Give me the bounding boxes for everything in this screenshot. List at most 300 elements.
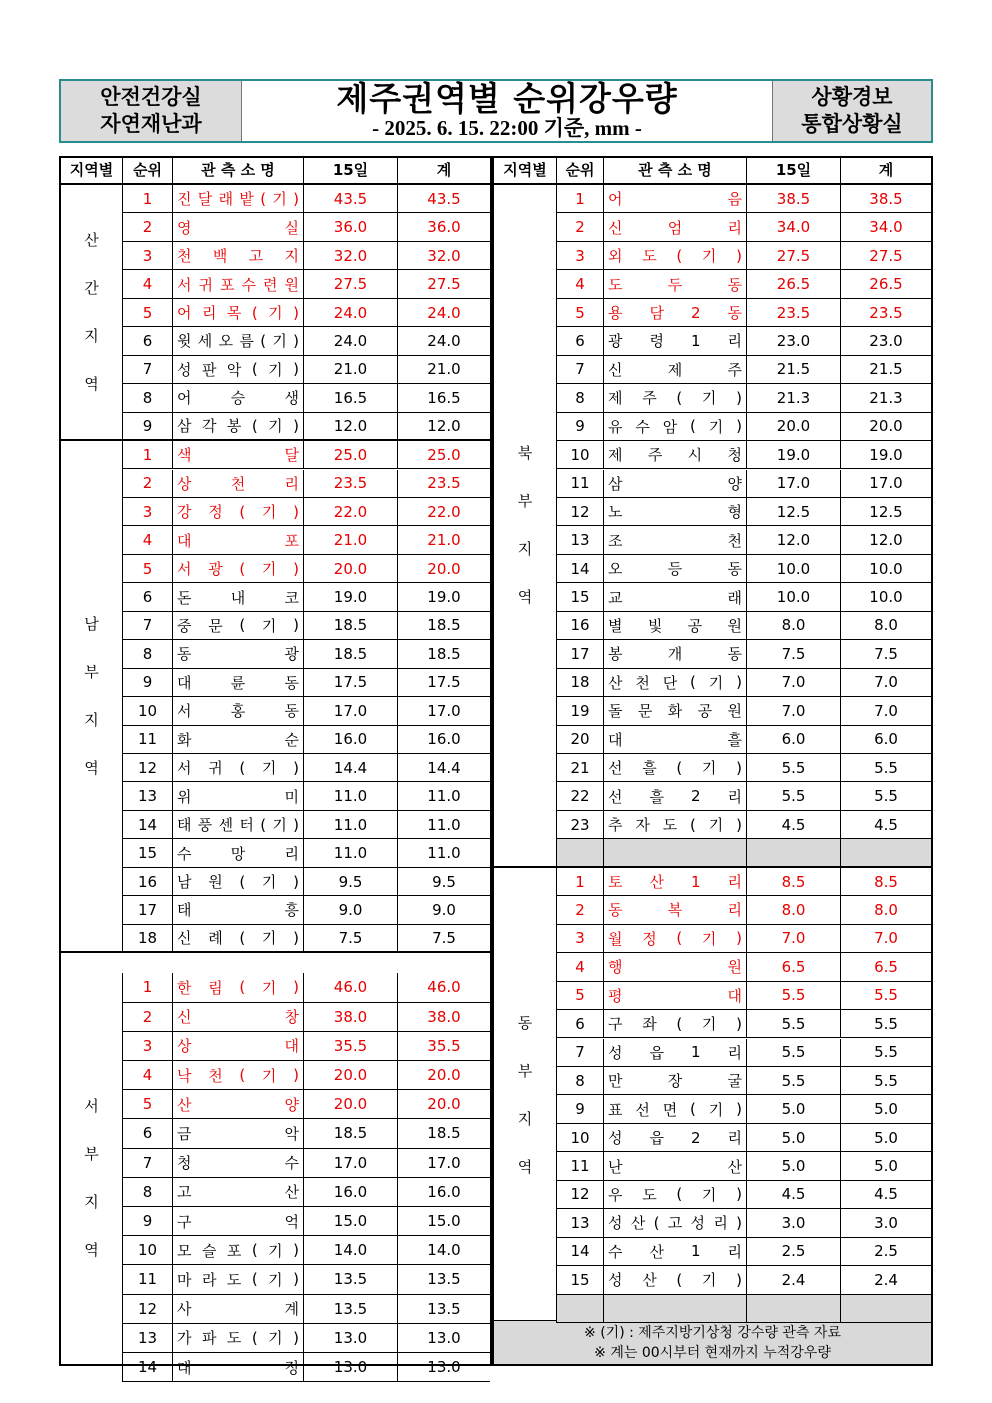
station-char: 동	[727, 275, 742, 294]
station-char: 천	[177, 247, 192, 266]
table-row	[557, 384, 931, 412]
day15-rainfall-cell: 5.5	[747, 1067, 841, 1094]
station-name-cell	[173, 213, 304, 240]
station-char: 악	[284, 1124, 299, 1143]
station-char: (	[239, 616, 246, 635]
station-name-cell	[173, 782, 304, 809]
total-rainfall-cell: 13.5	[427, 1270, 461, 1289]
total-rainfall-cell: 46.0	[427, 978, 461, 997]
rank-cell: 12	[557, 498, 604, 525]
station-char: 2	[690, 303, 701, 322]
station-char: 색	[177, 446, 192, 465]
station-char: (	[260, 189, 267, 208]
station-char: 천	[727, 531, 742, 550]
total-rainfall-cell: 9.0	[432, 900, 456, 919]
station-char: 흘	[727, 730, 742, 749]
station-char: )	[736, 417, 742, 436]
station-char: 문	[637, 702, 653, 721]
station-char: 백	[212, 247, 228, 266]
station-name-cell	[604, 299, 747, 326]
day15-rainfall-cell: 5.5	[747, 754, 841, 781]
station-name-cell	[604, 1181, 747, 1208]
station-name-cell	[173, 839, 304, 866]
rank-cell: 11	[557, 1152, 604, 1179]
station-name-cell	[604, 811, 747, 838]
region-char: 지	[84, 1192, 99, 1211]
station-char: 낙	[177, 1066, 192, 1085]
table-row	[123, 973, 490, 1002]
station-char: )	[736, 388, 742, 407]
rank-cell: 8	[123, 1178, 173, 1206]
table-row	[123, 270, 490, 298]
station-char: 유	[608, 417, 623, 436]
station-char: 각	[201, 417, 217, 436]
station-char: 사	[177, 1300, 192, 1319]
station-char: 기	[701, 1271, 717, 1290]
table-row	[557, 1238, 931, 1266]
station-name-cell	[604, 213, 747, 240]
station-char: 도	[226, 1270, 242, 1289]
table-row	[557, 697, 931, 725]
station-char: (	[676, 1014, 683, 1033]
dept-line-1: 안전건강실	[100, 85, 202, 109]
station-char: )	[736, 246, 742, 265]
day15-rainfall-cell: 10.0	[747, 583, 841, 610]
station-char: 산	[608, 673, 623, 692]
region-char: 부	[84, 1144, 99, 1163]
station-name-cell	[604, 356, 747, 383]
page-title: 제주권역별 순위강우량	[336, 79, 678, 118]
table-row	[557, 868, 931, 896]
station-char: 대	[608, 730, 623, 749]
station-char: 기	[268, 417, 283, 436]
day15-rainfall-cell: 24.0	[304, 327, 398, 354]
region-label-south	[61, 441, 123, 953]
table-row	[123, 925, 490, 953]
station-char: 리	[727, 332, 742, 351]
station-char: (	[239, 758, 246, 777]
station-char: 영	[177, 218, 192, 237]
station-name-cell	[173, 185, 304, 212]
station-char: )	[293, 978, 299, 997]
station-char: 주	[727, 360, 742, 379]
station-char: 한	[177, 978, 192, 997]
rank-cell: 6	[123, 1119, 173, 1147]
station-char: 름	[239, 332, 254, 351]
rank-cell: 9	[557, 1095, 604, 1122]
total-rainfall-cell: 12.0	[869, 531, 903, 550]
day15-rainfall-cell: 27.5	[304, 270, 398, 297]
station-name-cell	[604, 640, 747, 667]
day15-rainfall-cell: 26.5	[747, 270, 841, 297]
table-row	[123, 697, 490, 725]
rank-cell: 2	[123, 1003, 173, 1031]
station-name-cell	[604, 1067, 747, 1094]
table-row	[123, 1178, 490, 1207]
station-char: 금	[177, 1124, 192, 1143]
station-char: 원	[284, 275, 299, 294]
rank-cell: 7	[557, 356, 604, 383]
station-char: 시	[687, 446, 703, 465]
station-char: 우	[608, 1185, 623, 1204]
station-char: )	[736, 1213, 742, 1232]
report-header	[59, 79, 933, 143]
total-rainfall-cell: 15.0	[427, 1212, 461, 1231]
total-rainfall-cell: 20.0	[427, 1066, 461, 1085]
station-name-cell	[173, 498, 304, 525]
total-rainfall-cell: 22.0	[427, 502, 461, 521]
day15-rainfall-cell: 21.3	[747, 384, 841, 411]
station-char: (	[239, 559, 246, 578]
day15-rainfall-cell: 23.0	[747, 327, 841, 354]
region-char: 역	[84, 375, 99, 394]
station-char: )	[293, 1328, 299, 1347]
empty-cell	[747, 1295, 841, 1322]
station-name-cell	[604, 413, 747, 440]
station-char: 센	[218, 816, 234, 835]
rank-cell: 1	[123, 185, 173, 212]
table-row	[123, 555, 490, 583]
day15-rainfall-cell: 2.5	[747, 1238, 841, 1265]
rank-cell: 9	[123, 413, 173, 439]
station-char: 리	[727, 873, 742, 892]
station-char: 포	[226, 1241, 242, 1260]
day15-rainfall-cell: 5.5	[747, 1039, 841, 1066]
station-char: 라	[201, 1270, 217, 1289]
station-char: (	[676, 246, 683, 265]
station-name-cell	[173, 1295, 304, 1323]
station-char: (	[251, 416, 258, 435]
day15-rainfall-cell: 8.0	[747, 612, 841, 639]
station-char: 기	[261, 616, 277, 635]
day15-rainfall-cell: 22.0	[304, 498, 398, 525]
station-char: )	[293, 758, 299, 777]
day15-rainfall-cell: 13.0	[304, 1353, 398, 1381]
station-char: (	[676, 1270, 683, 1289]
rank-cell: 14	[123, 811, 173, 838]
total-rainfall-cell: 3.0	[874, 1213, 898, 1232]
table-row	[557, 811, 931, 839]
station-char: 기	[261, 978, 277, 997]
station-char: )	[293, 502, 299, 521]
station-name-cell	[604, 697, 747, 724]
total-rainfall-cell: 5.5	[874, 1071, 898, 1090]
station-char: 동	[284, 702, 299, 721]
rank-cell: 1	[557, 185, 604, 212]
station-char: 리	[727, 218, 742, 237]
station-char: 도	[642, 247, 657, 266]
station-char: 선	[608, 787, 623, 806]
table-row	[123, 1090, 490, 1119]
office-line-2: 통합상황실	[801, 112, 903, 136]
station-name-cell	[604, 470, 747, 497]
col-rank: 순위	[123, 158, 173, 183]
station-char: 봉	[226, 417, 242, 436]
day15-rainfall-cell: 35.5	[304, 1032, 398, 1060]
day15-rainfall-cell: 4.5	[747, 811, 841, 838]
station-char: 지	[284, 247, 299, 266]
station-char: 성	[690, 1214, 706, 1233]
total-rainfall-cell: 5.0	[874, 1157, 898, 1176]
station-char: 리	[727, 1129, 742, 1148]
station-char: 귀	[208, 759, 223, 778]
rank-cell: 12	[123, 1295, 173, 1323]
station-char: 서	[177, 759, 192, 778]
station-char: 기	[708, 1100, 724, 1119]
rank-cell: 1	[557, 868, 604, 895]
region-char: 북	[517, 444, 533, 463]
station-char: 림	[208, 978, 223, 997]
region-char: 역	[84, 1240, 99, 1259]
day15-rainfall-cell: 11.0	[304, 811, 398, 838]
station-char: 승	[230, 389, 246, 408]
day15-rainfall-cell: 18.5	[304, 640, 398, 667]
station-name-cell	[173, 754, 304, 781]
station-char: 기	[268, 1329, 283, 1348]
region-label-west	[61, 973, 123, 1382]
station-char: 동	[727, 560, 742, 579]
total-rainfall-cell: 6.0	[874, 730, 898, 749]
total-rainfall-cell: 10.0	[869, 559, 903, 578]
station-char: 기	[708, 816, 724, 835]
station-char: 선	[608, 759, 623, 778]
total-rainfall-cell: 2.5	[874, 1242, 898, 1261]
station-char: 문	[208, 616, 223, 635]
day15-rainfall-cell: 13.0	[304, 1324, 398, 1352]
station-char: 리	[713, 1214, 728, 1233]
station-char: 빛	[647, 616, 663, 635]
station-char: 선	[635, 1100, 650, 1119]
station-char: 산	[630, 1214, 646, 1233]
station-char: (	[260, 331, 267, 350]
station-name-cell	[604, 726, 747, 753]
total-rainfall-cell: 11.0	[427, 787, 461, 806]
station-name-cell	[604, 1095, 747, 1122]
day15-rainfall-cell: 20.0	[304, 1061, 398, 1089]
day15-rainfall-cell: 23.5	[747, 299, 841, 326]
total-rainfall-cell: 18.5	[427, 1124, 461, 1143]
table-row	[557, 1067, 931, 1095]
station-char: (	[676, 929, 683, 948]
station-char: 남	[177, 873, 192, 892]
col-total: 계	[878, 161, 894, 179]
region-char: 역	[517, 588, 533, 607]
station-char: )	[736, 929, 742, 948]
station-char: 정	[642, 929, 657, 948]
day15-rainfall-cell: 4.5	[747, 1181, 841, 1208]
station-name-cell	[604, 1124, 747, 1151]
station-name-cell	[604, 583, 747, 610]
station-char: )	[736, 1014, 742, 1033]
station-char: 청	[177, 1154, 192, 1173]
station-char: (	[251, 303, 258, 322]
station-char: 기	[268, 304, 283, 323]
station-char: 광	[208, 560, 223, 579]
total-rainfall-cell: 24.0	[427, 331, 461, 350]
region-char: 역	[517, 1158, 533, 1177]
rank-cell: 6	[557, 1010, 604, 1037]
table-row	[557, 612, 931, 640]
total-rainfall-cell: 34.0	[869, 218, 903, 237]
station-char: 도	[608, 275, 623, 294]
table-row	[123, 327, 490, 355]
station-name-cell	[173, 640, 304, 667]
region-char: 부	[517, 1062, 533, 1081]
col-total: 계	[436, 161, 452, 179]
total-rainfall-cell: 19.0	[427, 588, 461, 607]
station-char: 가	[177, 1329, 192, 1348]
station-name-cell	[173, 612, 304, 639]
station-char: 기	[261, 759, 277, 778]
station-char: 천	[230, 474, 246, 493]
table-row	[557, 526, 931, 554]
office-box	[772, 81, 931, 141]
station-char: 기	[701, 247, 717, 266]
total-rainfall-cell: 13.0	[427, 1328, 461, 1347]
station-char: )	[293, 616, 299, 635]
station-char: 미	[284, 787, 299, 806]
rank-cell: 8	[123, 384, 173, 411]
total-rainfall-cell: 21.0	[427, 360, 461, 379]
rank-cell: 5	[123, 299, 173, 326]
table-row	[123, 612, 490, 640]
station-name-cell	[604, 555, 747, 582]
station-char: 흘	[649, 787, 664, 806]
rank-cell: 10	[123, 697, 173, 724]
station-name-cell	[173, 973, 304, 1001]
total-rainfall-cell: 11.0	[427, 815, 461, 834]
total-rainfall-cell: 25.0	[427, 445, 461, 464]
rank-cell: 2	[557, 896, 604, 923]
station-name-cell	[173, 327, 304, 354]
table-row	[557, 441, 931, 469]
empty-cell	[841, 1295, 931, 1322]
station-char: (	[676, 758, 683, 777]
station-char: 상	[177, 474, 192, 493]
station-char: 터	[239, 816, 254, 835]
total-rainfall-cell: 13.0	[427, 1358, 461, 1377]
day15-rainfall-cell: 21.0	[304, 356, 398, 383]
table-row	[557, 213, 931, 241]
table-row	[123, 470, 490, 498]
table-row	[123, 299, 490, 327]
day15-rainfall-cell: 17.5	[304, 669, 398, 696]
station-char: 삼	[608, 474, 623, 493]
station-char: 생	[284, 389, 299, 408]
empty-row	[557, 1295, 931, 1323]
station-char: 산	[649, 873, 664, 892]
station-char: 돈	[177, 588, 192, 607]
rank-cell: 14	[557, 1238, 604, 1265]
total-rainfall-cell: 14.0	[427, 1241, 461, 1260]
station-char: 리	[201, 304, 217, 323]
station-name-cell	[173, 299, 304, 326]
office-line-1: 상황경보	[811, 85, 893, 109]
station-char: 주	[647, 446, 663, 465]
day15-rainfall-cell: 7.0	[747, 697, 841, 724]
station-char: 기	[272, 332, 287, 351]
station-name-cell	[173, 1207, 304, 1235]
table-row	[557, 1152, 931, 1180]
col-station: 관 측 소 명	[173, 158, 304, 183]
total-rainfall-cell: 12.5	[869, 502, 903, 521]
station-name-cell	[604, 754, 747, 781]
station-char: 동	[727, 304, 742, 323]
station-char: 장	[667, 1072, 683, 1091]
region-char: 서	[84, 1096, 99, 1115]
station-char: )	[736, 1270, 742, 1289]
station-char: 파	[201, 1329, 217, 1348]
rank-cell: 2	[123, 213, 173, 240]
station-name-cell	[604, 925, 747, 952]
table-row	[557, 982, 931, 1010]
total-rainfall-cell: 27.5	[427, 275, 461, 294]
station-char: 리	[284, 844, 299, 863]
table-row	[123, 526, 490, 554]
empty-row	[557, 839, 931, 867]
station-char: 2	[690, 787, 701, 806]
station-name-cell	[173, 811, 304, 838]
table-row	[123, 384, 490, 412]
station-char: 제	[608, 446, 623, 465]
empty-cell	[604, 839, 747, 865]
station-name-cell	[173, 1236, 304, 1264]
total-rainfall-cell: 2.4	[874, 1270, 898, 1289]
station-name-cell	[173, 555, 304, 582]
station-char: 원	[208, 873, 223, 892]
station-char: 신	[608, 218, 623, 237]
total-rainfall-cell: 16.5	[427, 388, 461, 407]
station-char: 2	[690, 1128, 701, 1147]
station-char: )	[736, 1100, 742, 1119]
day15-rainfall-cell: 20.0	[747, 413, 841, 440]
station-name-cell	[173, 1353, 304, 1381]
total-rainfall-cell: 17.0	[869, 474, 903, 493]
station-char: 표	[608, 1100, 623, 1119]
station-char: 성	[608, 1271, 623, 1290]
day15-rainfall-cell: 23.5	[304, 470, 398, 497]
table-row	[123, 242, 490, 270]
station-char: )	[736, 815, 742, 834]
station-char: 기	[701, 1015, 717, 1034]
rank-cell: 8	[557, 384, 604, 411]
station-char: 오	[218, 332, 234, 351]
day15-rainfall-cell: 12.0	[747, 526, 841, 553]
station-char: 월	[608, 929, 623, 948]
empty-cell	[841, 839, 931, 865]
station-char: (	[251, 360, 258, 379]
day15-rainfall-cell: 6.5	[747, 953, 841, 980]
total-rainfall-cell: 27.5	[869, 246, 903, 265]
rank-cell: 16	[557, 612, 604, 639]
rank-cell: 21	[557, 754, 604, 781]
station-name-cell	[173, 1090, 304, 1118]
region-char: 역	[84, 759, 99, 778]
table-row	[123, 498, 490, 526]
station-char: 행	[608, 958, 623, 977]
rank-cell: 15	[557, 1266, 604, 1293]
rank-cell: 13	[123, 782, 173, 809]
station-char: 기	[701, 759, 717, 778]
rainfall-table-left	[59, 156, 492, 1377]
table-row	[557, 327, 931, 355]
station-char: 등	[667, 560, 683, 579]
total-rainfall-cell: 23.0	[869, 331, 903, 350]
rank-cell: 18	[123, 925, 173, 951]
station-char: 슬	[201, 1241, 217, 1260]
station-char: (	[239, 928, 246, 947]
day15-rainfall-cell: 38.0	[304, 1003, 398, 1031]
